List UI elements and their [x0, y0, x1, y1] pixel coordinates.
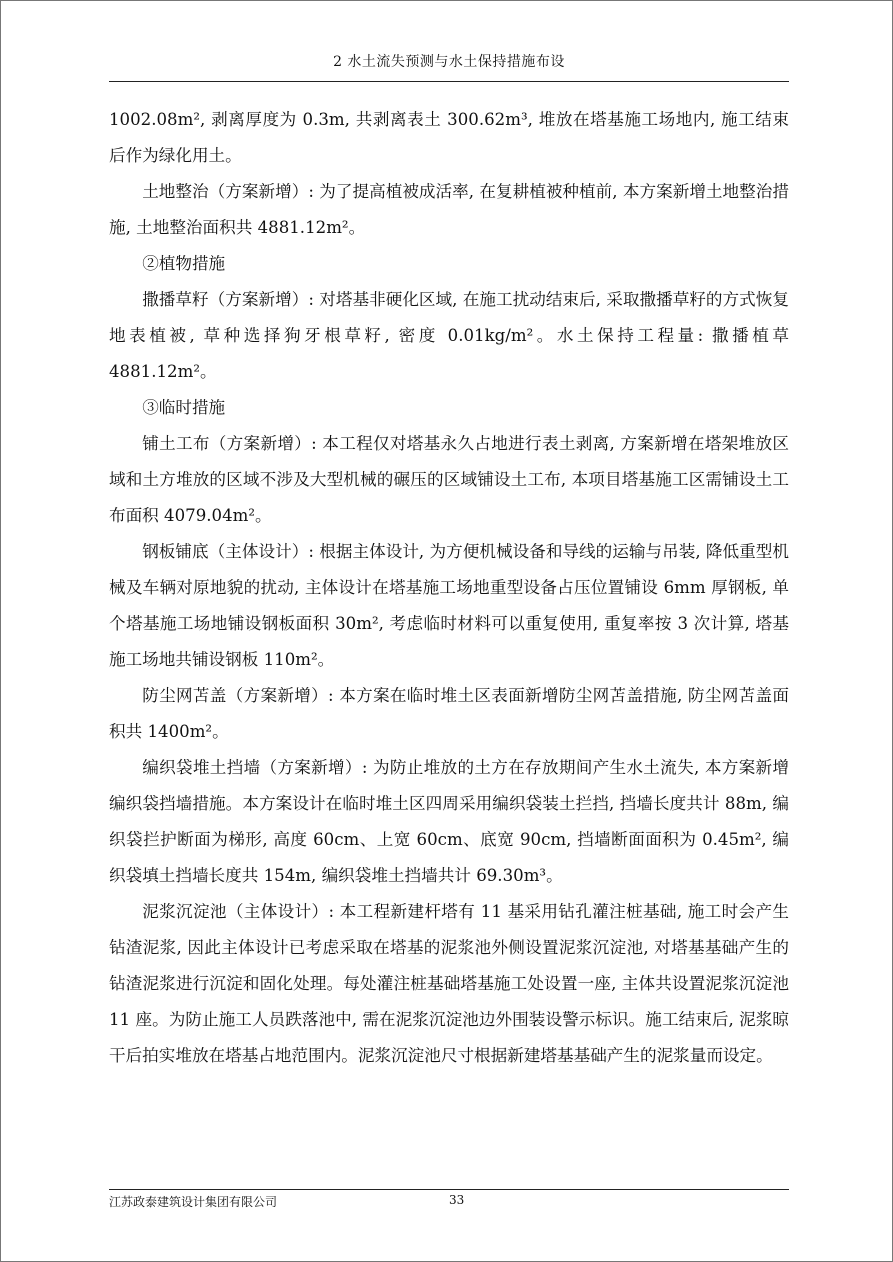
heading-plant-measures: ②植物措施: [142, 254, 226, 273]
paragraph-woven-bag-wall: 编织袋堆土挡墙（方案新增）: 为防止堆放的土方在存放期间产生水土流失, 本方案新增编织袋挡墙措施。本方案设计在临时堆土区四周采用编织袋装土拦挡, 挡墙长度共计 88m, 编织袋拦护断面为梯形, 高度 60cm、上宽 60cm、底宽 90cm, 挡墙断面面积为 0.45m², 编织袋填土挡墙长度共 154m, 编织袋堆土挡墙共计 69.30m³。: [109, 758, 789, 885]
heading-temporary-measures: ③临时措施: [142, 398, 226, 417]
paragraph-land-leveling: 土地整治（方案新增）: 为了提高植被成活率, 在复耕植被种植前, 本方案新增土地整治措施, 土地整治面积共 4881.12m²。: [109, 182, 789, 237]
paragraph-grass-seeding: 撒播草籽（方案新增）: 对塔基非硬化区域, 在施工扰动结束后, 采取撒播草籽的方式恢复地表植被, 草种选择狗牙根草籽, 密度 0.01kg/m²。水土保持工程量: 撒播植草 4881.12m²。: [109, 290, 789, 381]
footer-company: 江苏政泰建筑设计集团有限公司: [109, 1195, 278, 1209]
paragraph-topsoil-continued: 1002.08m², 剥离厚度为 0.3m, 共剥离表土 300.62m³, 堆放在塔基施工场地内, 施工结束后作为绿化用土。: [109, 110, 789, 165]
paragraph-dust-net: 防尘网苫盖（方案新增）: 本方案在临时堆土区表面新增防尘网苫盖措施, 防尘网苫盖面积共 1400m²。: [109, 686, 789, 741]
page-number: 33: [449, 1193, 465, 1207]
running-header: 2 水土流失预测与水土保持措施布设: [333, 54, 565, 70]
paragraph-mud-settling-pond: 泥浆沉淀池（主体设计）: 本工程新建杆塔有 11 基采用钻孔灌注桩基础, 施工时会产生钻渣泥浆, 因此主体设计已考虑采取在塔基的泥浆池外侧设置泥浆沉淀池, 对塔基基础产生的钻渣泥浆进行沉淀和固化处理。每处灌注桩基础塔基施工处设置一座, 主体共设置泥浆沉淀池 11 座。为防止施工人员跌落池中, 需在泥浆沉淀池边外围装设警示标识。施工结束后, 泥浆晾干后拍实堆放在塔基占地范围内。泥浆沉淀池尺寸根据新建塔基基础产生的泥浆量而设定。: [109, 902, 789, 1065]
paragraph-steel-plate: 钢板铺底（主体设计）: 根据主体设计, 为方便机械设备和导线的运输与吊装, 降低重型机械及车辆对原地貌的扰动, 主体设计在塔基施工场地重型设备占压位置铺设 6mm 厚钢板, 单个塔基施工场地铺设钢板面积 30m², 考虑临时材料可以重复使用, 重复率按 3 次计算, 塔基施工场地共铺设钢板 110m²。: [109, 542, 789, 669]
body-text: [109, 102, 789, 1074]
header-rule: [109, 81, 789, 82]
paragraph-geotextile: 铺土工布（方案新增）: 本工程仅对塔基永久占地进行表土剥离, 方案新增在塔架堆放区域和土方堆放的区域不涉及大型机械的碾压的区域铺设土工布, 本项目塔基施工区需铺设土工布面积 4079.04m²。: [109, 434, 789, 525]
footer-rule: [109, 1189, 789, 1190]
